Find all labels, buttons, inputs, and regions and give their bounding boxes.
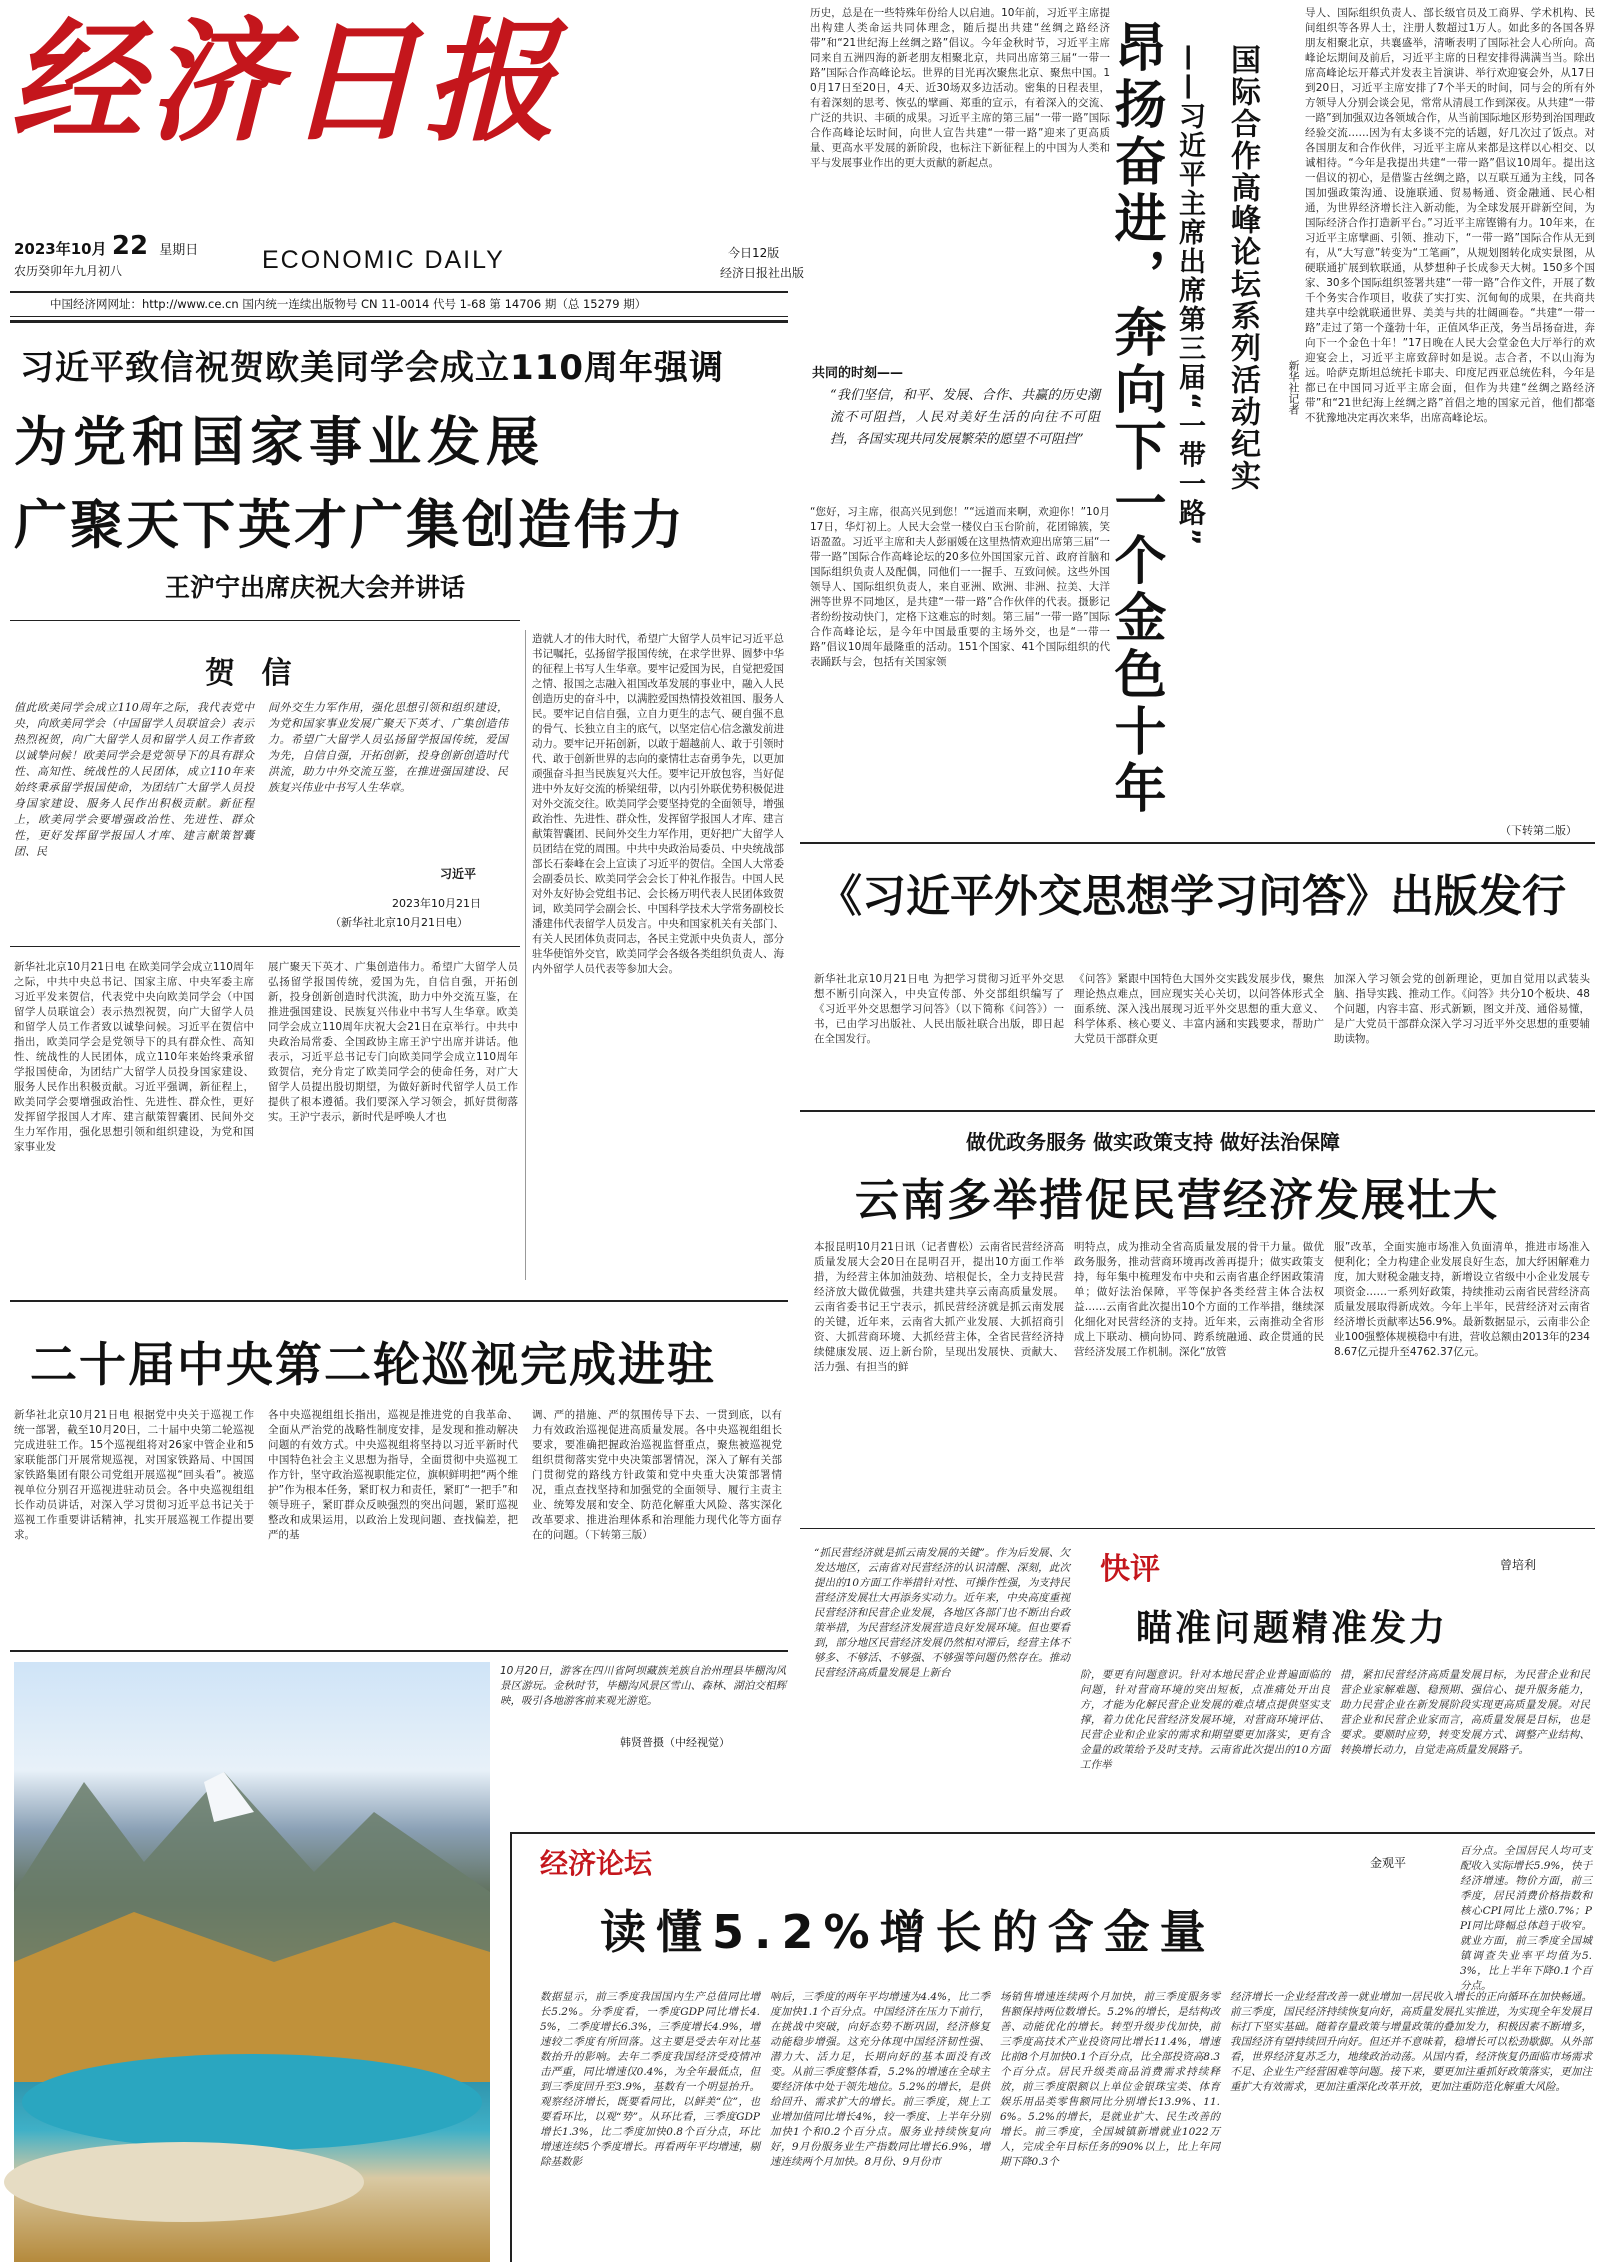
scenery-photo: [14, 1662, 490, 2262]
yunnan-col-c: 服”改革，全面实施市场准入负面清单，推进市场准入便利化；全力构建企业发展良好生态，加大纾困解难力度，加大财税金融支持，新增设立省级中小企业发展专项资金……一系列好政策，持续推动云南省民营经济高质量发展取得新成效。今年上半年，民营经济对云南省经济增长贡献率达56.9%。最新数据显示，云南非公企业100强整体规模稳中有进，营收总额由2013年的2348.67亿元提升至4762.37亿元。: [1334, 1241, 1590, 1358]
masthead-date-row: [14, 231, 198, 261]
masthead-weekday: 星期日: [159, 243, 199, 258]
comment-col-c: 措，紧扣民营经济高质量发展目标，为民营企业和民营企业家解难题、稳预期、强信心、提升服务能力，助力民营企业在新发展阶段实现更高质量发展。对民营企业和民营企业家而言，高质量发展是目标，也是要求。要顺时应势，转变发展方式、调整产业结构、转换增长动力，自觉走高质量发展路子。: [1340, 1669, 1590, 1756]
letter-col-2: 间外交生力军作用，强化思想引领和组织建设，为党和国家事业发展广聚天下英才、广集创造伟力。希望广大留学人员弘扬留学报国传统，爱国为先，自信自强，开拓创新，投身创新创造时代洪流，助力中外交流互鉴，在推进强国建设、民族复兴伟业中书写人生华章。: [268, 701, 508, 794]
lead-col-a: 新华社北京10月21日电 在欧美同学会成立110周年之际，中共中央总书记、国家主席、中央军委主席习近平发来贺信，代表党中央向欧美同学会（中国留学人员联谊会）表示热烈祝贺，向广大留学人员和留学人员工作者致以诚挚问候。习近平在贺信中指出，欧美同学会是党领导下的具有群众性、高知性、统战性的人民团体，成立110年来始终秉承留学报国使命，为团结广大留学人员投身国家建设、服务人民作出积极贡献。习近平强调，新征程上，欧美同学会要增强政治性、先进性、群众性，更好发挥留学报国人才库、建言献策智囊团、民间外交生力军作用，强化思想引领和组织建设，为党和国家事业发: [14, 961, 254, 1153]
feature-quote: “我们坚信，和平、发展、合作、共赢的历史潮流不可阻挡，人民对美好生活的向往不可阻挡，各国实现共同发展繁荣的愿望不可阻挡”: [830, 388, 1100, 447]
inspection-col-b: 各中央巡视组组长指出，巡视是推进党的自我革命、全面从严治党的战略性制度安排，是发现和推动解决问题的有效方式。中央巡视组将坚持以习近平新时代中国特色社会主义思想为指导，全面贯彻中央巡视工作方针，坚守政治巡视职能定位，旗帜鲜明把“两个维护”作为根本任务，紧盯权力和责任，紧盯“一把手”和领导班子，紧盯群众反映强烈的突出问题，紧盯巡视整改和成果运用，以政治上发现问题、查找偏差，把严的基: [268, 1409, 518, 1541]
book-title: 《习近平外交思想学习问答》出版发行: [818, 871, 1566, 922]
lead-title-1: 为党和国家事业发展: [14, 412, 545, 473]
feature-vertical-title: 国际合作高峰论坛系列活动纪实: [1225, 44, 1260, 492]
yunnan-col-b: 明特点，成为推动全省高质量发展的骨干力量。做优政务服务，推动营商环境再改善再提升；做实政策支持，每年集中梳理发布中央和云南省惠企纾困政策清单；做好法治保障，平等保护各类经营主体合法权益……云南省此次提出10个方面的工作举措，继续深化细化对民营经济的支持。近年来，云南推动全省形成上下联动、横向协同、跨系统融通、政企贯通的民营经济发展工作机制。深化“放管: [1074, 1241, 1324, 1358]
letter-note: （新华社北京10月21日电）: [330, 916, 468, 929]
yunnan-kicker: 做优政务服务 做实政策支持 做好法治保障: [966, 1130, 1340, 1154]
inspection-col-a: 新华社北京10月21日电 根据党中央关于巡视工作统一部署，截至10月20日，二十届中央第二轮巡视完成进驻工作。15个巡视组将对26家中管企业和5家联能部门开展常规巡视，对国家铁路局、中国国家铁路集团有限公司党组开展巡视“回头看”。被巡视单位分别召开巡视进驻动员会。各中央巡视组组长作动员讲话，对深入学习贯彻习近平总书记关于巡视工作重要讲话精神，扎实开展巡视工作提出要求。: [14, 1409, 254, 1541]
yunnan-title: 云南多举措促民营经济发展壮大: [855, 1175, 1499, 1226]
inspection-title: 二十届中央第二轮巡视完成进驻: [30, 1338, 716, 1393]
yunnan-col-a: 本报昆明10月21日讯（记者曹松）云南省民营经济高质量发展大会20日在昆明召开，提出10方面工作举措，为经营主体加油鼓劲、培根促长，全力支持民营经济放大做优做强，共建共建共享云南高质量发展。云南省委书记王宁表示，抓民营经济就是抓云南发展的关键，近年来，云南省大抓产业发展、大抓招商引资、大抓营商环境、大抓经营主体，全省民营经济持续健康发展、迈上新台阶，呈现出发展快、贡献大、活力强、有担当的鲜: [814, 1241, 1064, 1373]
book-col-a: 新华社北京10月21日电 为把学习贯彻习近平外交思想不断引向深入，中央宣传部、外交部组织编写了《习近平外交思想学习问答》（以下简称《问答》）一书，已由学习出版社、人民出版社联合出版，即日起在全国发行。: [814, 973, 1064, 1045]
masthead-date: 2023年10月: [14, 240, 107, 258]
letter-col-1: 值此欧美同学会成立110周年之际，我代表党中央，向欧美同学会（中国留学人员联谊会）表示热烈祝贺，向广大留学人员和留学人员工作者致以诚挚问候！欧美同学会是党领导下的具有群众性、高知性、统战性的人民团体，成立110年来始终秉承留学报国使命，为团结广大留学人员投身国家建设、服务人民作出积极贡献。新征程上，欧美同学会要增强政治性、先进性、群众性，更好发挥留学报国人才库、建言献策智囊团、民: [14, 701, 254, 858]
lead-col-c: 造就人才的伟大时代，希望广大留学人员牢记习近平总书记嘱托，弘扬留学报国传统，在求学世界、圆梦中华的征程上书写人生华章。要牢记爱国为民，自觉把爱国之情、报国之志融入祖国改革发展的事业中，融入人民创造历史的奋斗中，以满腔爱国热情投效祖国、服务人民。要牢记自信自强，立自力更生的志气、硬自强不息的骨气、长独立自主的底气，以坚定信心信念激发前进动力。要牢记开拓创新，以敢于超越前人、敢于引领时代、敢于创新世界的志向的豪情壮志奋勇争先，以更加顽强奋斗担当民族复兴大任。要牢记开放包容，当好促进中外友好交流的桥梁纽带，以内引外联优势积极促进对外交流交往。欧美同学会要坚持党的全面领导，增强政治性、先进性、群众性，发挥留学报国人才库、建言献策智囊团、民间外交生力军作用，更好把广大留学人员团结在党的周围。中共中央政治局委员、中央统战部部长石泰峰在会上宣读了习近平的贺信。全国人大常委会副委员长、欧美同学会会长丁仲礼作报告。中国人民对外友好协会党组书记、会长杨万明代表人民团体致贺词，欧美同学会副会长、中国科学技术大学常务副校长潘建伟代表留学人员发言。中央和国家机关有关部门、有关人民团体负责同志，各民主党派中央负责人，部分驻华使馆外交官，欧美同学会各级各类组织负责人、海内外留学人员代表等参加大会。: [532, 633, 784, 975]
letter-signature: 习近平: [440, 867, 477, 881]
mountain-lake-icon: [14, 1662, 490, 2262]
feature-jump: （下转第二版）: [1500, 824, 1577, 837]
inspection-col-c: 调、严的措施、严的氛围传导下去、一贯到底，以有力有效政治巡视促进高质量发展。各中央巡视组组长要求，要准确把握政治巡视监督重点，聚焦被巡视党组织贯彻落实党中央决策部署情况，深入了解有关部门贯彻党的路线方针政策和党中央重大决策部署情况，重点查找坚持和加强党的全面领导、履行主责主业、统筹发展和安全、防范化解重大风险、落实深化改革要求、推进治理体系和治理能力现代化等方面存在的问题。（下转第三版）: [532, 1409, 782, 1541]
forum-col-d: 经济增长一企业经营改善一就业增加一居民收入增长的正向循环在加快畅通。前三季度，国民经济持续恢复向好，高质量发展扎实推进，为实现全年发展目标打下坚实基础。随着存量政策与增量政策的叠加发力，积极因素不断增多，我国经济有望持续回升向好。但还并不意味着，稳增长可以松劲歇脚。从外部看，世界经济复苏乏力，地缘政治动荡。从国内看，经济恢复仍面临市场需求不足、企业生产经营困难等问题。接下来，要更加注重抓好政策落实，更加注重扩大有效需求，更加注重深化改革开放，更加注重防范化解重大风险。: [1230, 1991, 1592, 2093]
masthead-english: ECONOMIC DAILY: [262, 246, 505, 274]
masthead-lunar: 农历癸卯年九月初八: [14, 264, 123, 278]
forum-col-b: 响后，三季度的两年平均增速为4.4%，比二季度加快1.1个百分点。中国经济在压力下前行，在挑战中突破，向好态势不断巩固，经济修复动能稳步增强。这充分体现中国经济韧性强、潜力大、活力足，长期向好的基本面没有改变。从前三季度整体看，5.2%的增速在全球主要经济体中处于领先地位。5.2%的增长，是供给回升、需求扩大的增长。前三季度，规上工业增加值同比增长4%，较一季度、上半年分别加快1个和0.2个百分点。服务业持续恢复向好，9月份服务业生产指数同比增长6.9%，增速连续两个月加快。8月份、9月份市: [770, 1991, 990, 2168]
feature-col-b: “您好，习主席，很高兴见到您！”“远道而来啊，欢迎你！”10月17日，华灯初上。人民大会堂一楼仪白玉台阶前，花团锦簇，笑语盈盈。习近平主席和夫人彭丽媛在这里热情欢迎出席第三届“一带一路”国际合作高峰论坛的20多位外国国家元首、政府首脑和国际组织负责人及配偶，同他们一一握手、互致问候。这些外国领导人、国际组织负责人，来自亚洲、欧洲、非洲、拉美、大洋洲等世界不同地区，是共建“一带一路”合作伙伴的代表。摄影记者纷纷按动快门，定格下这难忘的时刻。第三届“一带一路”国际合作高峰论坛，是今年中国最重要的主场外交，也是“一带一路”倡议10周年最隆重的活动。151个国家、41个国际组织的代表踊跃与会，包括有关国家领: [810, 506, 1110, 668]
forum-author: 金观平: [1370, 1856, 1407, 1870]
comment-tag: 快评: [1100, 1552, 1160, 1587]
feature-subhead: 共同的时刻——: [812, 366, 904, 381]
masthead-day: 22: [111, 231, 149, 261]
photo-credit: 韩贤普摄（中经视觉）: [620, 1736, 730, 1749]
newspaper-logo: 经济日报: [10, 5, 562, 160]
feature-col-a: 历史，总是在一些特殊年份给人以启迪。10年前，习近平主席提出构建人类命运共同体理念，随后提出共建“丝绸之路经济带”和“21世纪海上丝绸之路”倡议。今年金秋时节，习近平主席同来自五洲四海的新老朋友相聚北京，共同出席第三届“一带一路”国际合作高峰论坛。世界的目光再次聚焦北京、聚焦中国。10月17日至20日，4天、近30场双多边活动。密集的日程表里，有着深刻的思考、恢弘的擘画、郑重的宣示，有着深入的交流、广泛的共识、丰硕的成果。习近平主席的第三届“一带一路”国际合作高峰论坛时间，向世人宣告共建“一带一路”迎来了更高质量、更高水平发展的新阶段，也标注下新征程上的中国为人类和平与发展事业作出的更大贡献的新起点。: [810, 7, 1110, 169]
forum-tag: 经济论坛: [540, 1847, 653, 1880]
comment-title: 瞄准问题精准发力: [1136, 1608, 1449, 1649]
masthead-publisher: 经济日报社出版: [720, 266, 805, 280]
lead-col-b: 展广聚天下英才、广集创造伟力。希望广大留学人员弘扬留学报国传统，爱国为先，自信自强，开拓创新，投身创新创造时代洪流，助力中外交流互鉴，在推进强国建设、民族复兴伟业中书写人生华章。欧美同学会成立110周年庆祝大会21日在京举行。中共中央政治局常委、全国政协主席王沪宁出席并讲话。他表示，习近平总书记专门向欧美同学会成立110周年致贺信，充分肯定了欧美同学会的使命任务，对广大留学人员提出殷切期望，为做好新时代留学人员工作提供了根本遵循。我们要深入学习领会，抓好贯彻落实。王沪宁表示，新时代是呼唤人才也: [268, 961, 518, 1123]
lead-subtitle: 王沪宁出席庆祝大会并讲话: [165, 573, 466, 602]
book-col-b: 《问答》紧跟中国特色大国外交实践发展步伐，聚焦理论热点难点，回应现实关心关切，以问答体形式全面系统、深入浅出展现习近平外交思想的重大意义、科学体系、核心要义、丰富内涵和实践要求，帮助广大党员干部群众更: [1074, 973, 1324, 1045]
masthead-info-bar: 中国经济网网址：http://www.ce.cn 国内统一连续出版物号 CN 11-0014 代号 1-68 第 14706 期（总 15279 期）: [50, 297, 647, 311]
letter-date: 2023年10月21日: [392, 897, 481, 910]
comment-author: 曾培利: [1500, 1558, 1537, 1572]
comment-col-b: 阶，要更有问题意识。针对本地民营企业普遍面临的问题，针对营商环境的突出短板，点准痛处开出良方，才能为化解民营企业发展的难点堵点提供坚实支撑，着力优化民营经济发展环境，对营商环境评估、民营企业和企业家的需求和期望要更加落实，更有含金量的政策给予及时支持。云南省此次提出的10方面工作举: [1080, 1669, 1330, 1771]
forum-col-c: 场销售增速连续两个月加快，前三季度服务零售额保持两位数增长。5.2%的增长，是结构改善、动能优化的增长。转型升级步伐加快，前三季度高技术产业投资同比增长11.4%，增速比前8个月加快0.1个百分点，比全部投资高8.3个百分点。居民升级类商品消费需求持续释放，前三季度限额以上单位金银珠宝类、体育娱乐用品类零售额同比分别增长13.9%、11.6%。5.2%的增长，是就业扩大、民生改善的增长。前三季度，全国城镇新增就业1022万人，完成全年目标任务的90%以上，比上年同期下降0.3个: [1000, 1991, 1220, 2168]
lead-title-2: 广聚天下英才广集创造伟力: [14, 495, 686, 556]
feature-col-c: 导人、国际组织负责人、部长级官员及工商界、学术机构、民间组织等各界人士，注册人数超过1万人。如此多的各国各界朋友相聚北京，共襄盛举，清晰表明了国际社会人心所向。高峰论坛期间及前后，习近平主席的日程安排得满满当当。除出席高峰论坛开幕式并发表主旨演讲、举行欢迎宴会外，从17日到20日，习近平主席安排了7个半天的时间，同与会的所有外方领导人分别会谈会见，常常从清晨工作到深夜。从共建“一带一路”到加强双边各领域合作，从当前国际地区形势到治国理政经验交流……因为有太多谈不完的话题，好几次过了饭点。对各国朋友和合作伙伴，习近平主席从来都是这样以心相交、以诚相待。“今年是我提出共建“一带一路”倡议10周年。提出这一倡议的初心，是借鉴古丝绸之路，以互联互通为主线，同各国加强政策沟通、设施联通、贸易畅通、资金融通、民心相通，为世界经济增长注入新动能，为全球发展开辟新空间，为国际经济合作打造新平台。”习近平主席铿锵有力。10年来，在习近平主席擘画、引领、推动下，“一带一路”国际合作从无到有，从“大写意”转变为“工笔画”，从规划图转化成实景图，从硬联通扩展到软联通，从梦想种子长成参天大树。150多个国家、30多个国际组织签署共建“一带一路”合作文件，开展了数千个务实合作项目，收获了实打实、沉甸甸的成果，在共商共建共享中绘就联通世界、美美与共的壮阔画卷。“共建“一带一路”走过了第一个蓬勃十年，正值风华正茂，务当昂扬奋进，奔向下一个金色十年！”17日晚在人民大会堂金色大厅举行的欢迎宴会上，习近平主席致辞时如是说。志合者，不以山海为远。哈萨克斯坦总统托卡耶夫、印度尼西亚总统佐科，今年是都已在中国同习近平主席会面，但作为共建“丝绸之路经济带”和“21世纪海上丝绸之路”首倡之地的国家元首，他们都毫不犹豫地决定再次来华，出席高峰论坛。: [1305, 7, 1595, 424]
forum-title: 读懂5.2%增长的含金量: [600, 1905, 1216, 1959]
photo-caption: 10月20日，游客在四川省阿坝藏族羌族自治州理县毕棚沟风景区游玩。金秋时节，毕棚沟风景区雪山、森林、湖泊交相辉映，吸引各地游客前来观光游览。: [500, 1665, 786, 1707]
lead-kicker: 习近平致信祝贺欧美同学会成立110周年强调: [20, 348, 724, 388]
letter-title: 贺 信: [205, 656, 300, 691]
feature-headline: 昂扬奋进，奔向下一个金色十年: [1105, 20, 1165, 818]
forum-side: 百分点。全国居民人均可支配收入实际增长5.9%，快于经济增速。物价方面，前三季度，居民消费价格指数和核心CPI同比上涨0.7%；PPI同比降幅总体趋于收窄。就业方面，前三季度全国城镇调查失业率平均值为5.3%，比上半年下降0.1个百分点。: [1460, 1845, 1592, 1992]
feature-byline: 新华社记者: [1287, 360, 1300, 415]
masthead-pages: 今日12版: [728, 246, 780, 260]
forum-col-a: 数据显示，前三季度我国国内生产总值同比增长5.2%。分季度看，一季度GDP同比增长4.5%，二季度增长6.3%，三季度增长4.9%，增速较二季度有所回落。这主要是受去年对比基数抬升的影响。去年二季度我国经济受疫情冲击严重，同比增速仅0.4%，为全年最低点，但到三季度回升至3.9%，基数有一个明显抬升。观察经济增长，既要看同比，以鲜美“位”，也要看环比，以观“势”。从环比看，三季度GDP增长1.3%，比二季度加快0.8个百分点，环比增速连续5个季度增长。再看两年平均增速，剔除基数影: [540, 1991, 760, 2168]
feature-vertical-subtitle: ——习近平主席出席第三届“一带一路”: [1174, 44, 1205, 548]
book-col-c: 加深入学习领会党的创新理论，更加自觉用以武装头脑、指导实践、推动工作。《问答》共分10个板块、48个问题，内容丰富、形式新颖，图文并茂、通俗易懂，是广大党员干部群众深入学习习近平外交思想的重要辅助读物。: [1334, 973, 1590, 1045]
comment-lead: “抓民营经济就是抓云南发展的关键”。作为后发展、欠发达地区，云南省对民营经济的认识清醒、深刻，此次提出的10方面工作举措针对性、可操作性强，为支持民营经济发展壮大再添务实动力。近年来，中央高度重视民营经济和民营企业发展，各地区各部门也不断出台政策举措，为民营经济发展营造良好发展环境。但也要看到，部分地区民营经济发展仍然相对滞后，经营主体不够多、不够活、不够强、不够强等问题仍然存在。推动民营经济高质量发展是上新台: [814, 1547, 1070, 1679]
